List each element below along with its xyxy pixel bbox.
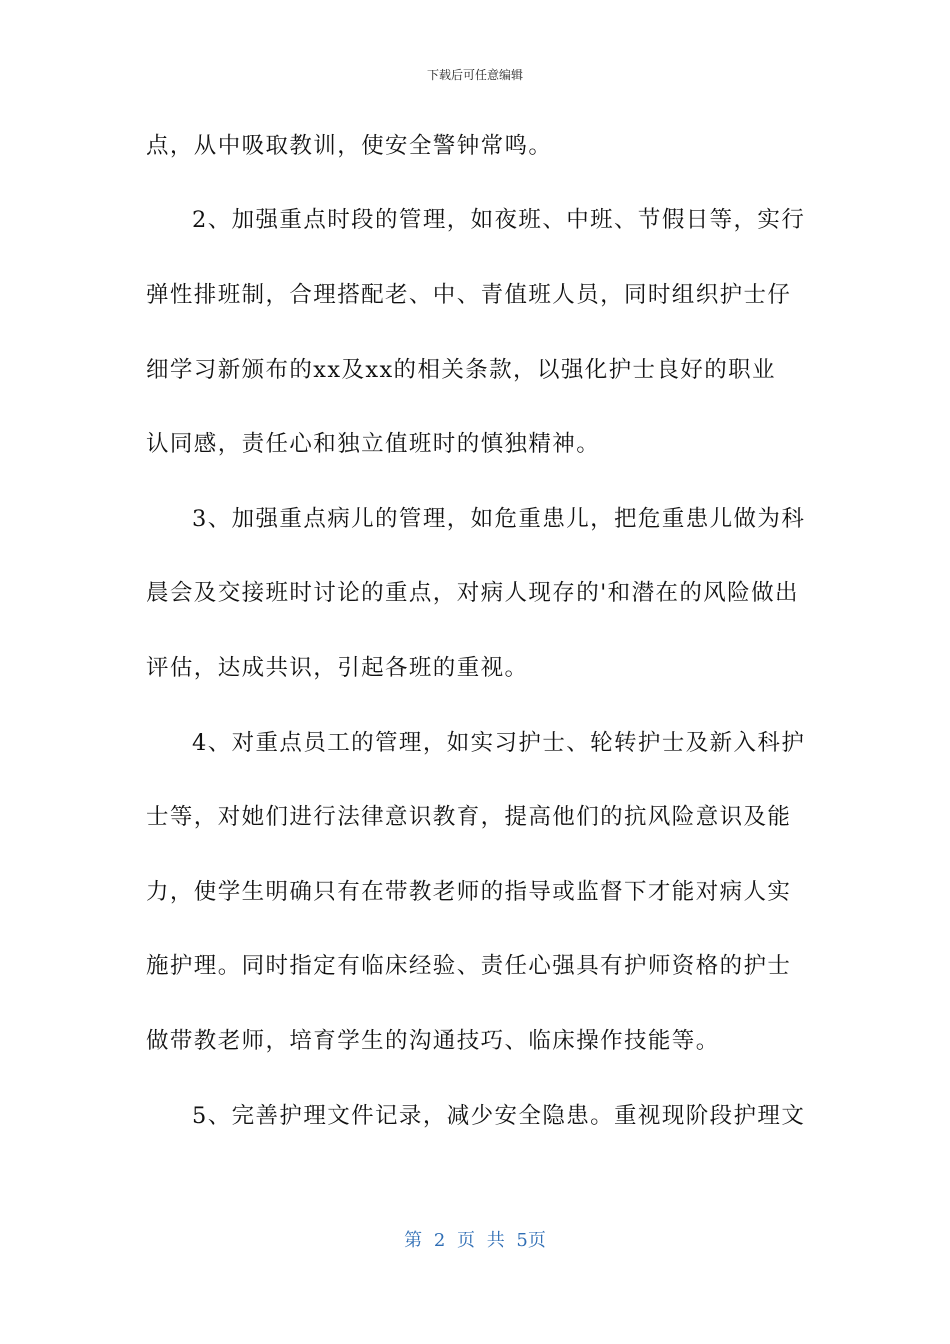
body-line: 5、完善护理文件记录，减少安全隐患。重视现阶段护理文 [192, 1103, 806, 1129]
body-line: 弹性排班制，合理搭配老、中、青值班人员，同时组织护士仔 [146, 282, 792, 308]
page-number: 第 2 页 共 5页 [404, 1230, 546, 1251]
body-line: 评估，达成共识，引起各班的重视。 [146, 655, 529, 681]
body-line: 力，使学生明确只有在带教老师的指导或监督下才能对病人实 [146, 879, 792, 905]
body-line: 施护理。同时指定有临床经验、责任心强具有护师资格的护士 [146, 953, 792, 979]
body-line: 士等，对她们进行法律意识教育，提高他们的抗风险意识及能 [146, 804, 792, 830]
body-line: 3、加强重点病儿的管理，如危重患儿，把危重患儿做为科 [192, 506, 806, 532]
body-line: 认同感，责任心和独立值班时的慎独精神。 [146, 431, 601, 457]
body-line: 细学习新颁布的xx及xx的相关条款，以强化护士良好的职业 [146, 357, 776, 383]
body-line: 4、对重点员工的管理，如实习护士、轮转护士及新入科护 [192, 730, 806, 756]
header-note: 下载后可任意编辑 [426, 68, 523, 82]
body-line: 晨会及交接班时讨论的重点，对病人现存的'和潜在的风险做出 [146, 580, 799, 606]
body-line: 做带教老师，培育学生的沟通技巧、临床操作技能等。 [146, 1028, 720, 1054]
body-line: 点，从中吸取教训，使安全警钟常鸣。 [146, 133, 553, 159]
body-line: 2、加强重点时段的管理，如夜班、中班、节假日等，实行 [192, 207, 806, 233]
